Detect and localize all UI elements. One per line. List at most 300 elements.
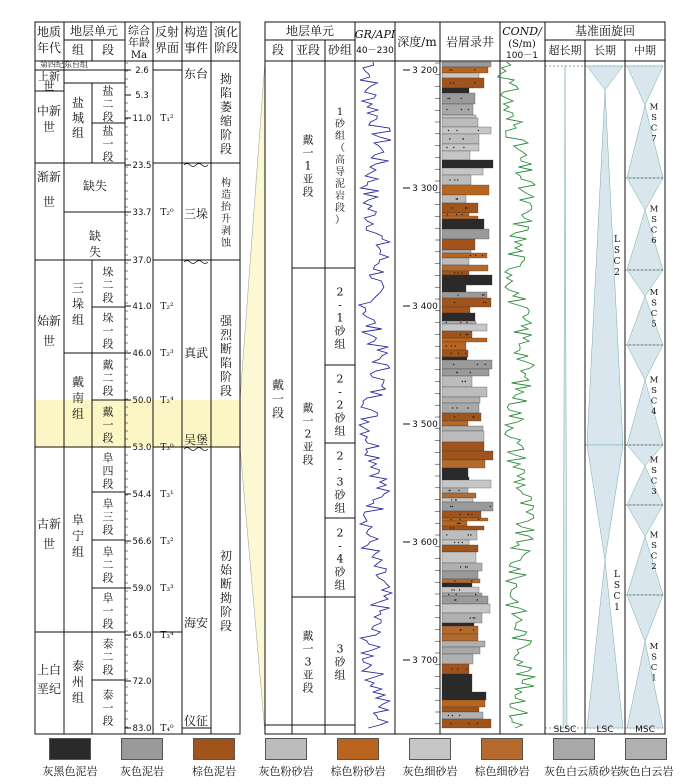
msc-label-4 <box>650 456 659 498</box>
member-4 <box>103 358 114 398</box>
legend-item <box>400 738 460 779</box>
svg-text:1: 1 <box>614 603 620 613</box>
legend-swatch <box>625 738 667 760</box>
svg-text:段: 段 <box>102 523 114 537</box>
svg-text:3: 3 <box>304 655 312 669</box>
svg-text:高: 高 <box>335 155 345 166</box>
svg-text:M: M <box>649 455 659 466</box>
msc-label-5 <box>650 531 659 573</box>
msc-label-2 <box>650 288 659 330</box>
svg-text:2: 2 <box>336 449 344 463</box>
header-event: 构造 <box>183 25 209 39</box>
depth-tick-label: 3 600 <box>412 538 438 548</box>
lithology-log <box>442 62 493 728</box>
svg-text:（: （ <box>335 143 345 154</box>
member-2 <box>103 265 114 305</box>
legend-swatch <box>193 738 235 760</box>
svg-text:组: 组 <box>334 501 346 515</box>
svg-text:泰: 泰 <box>102 688 114 702</box>
submember-dai1-3 <box>303 629 314 695</box>
rheader-litho: 岩屑录井 <box>445 35 495 49</box>
svg-text:州: 州 <box>71 675 85 689</box>
svg-text:S: S <box>613 246 621 256</box>
svg-text:S: S <box>651 298 657 309</box>
member-1 <box>103 124 114 164</box>
depth-tick-label: 3 700 <box>412 656 438 666</box>
correlation-connector <box>240 61 265 733</box>
svg-text:C: C <box>650 551 658 562</box>
age-tick-label: 54.4 <box>132 490 152 500</box>
svg-text:砂: 砂 <box>334 488 346 502</box>
svg-text:剥: 剥 <box>221 226 231 237</box>
svg-text:亚: 亚 <box>302 440 314 454</box>
svg-text:世: 世 <box>42 537 56 551</box>
dai1-highlight-left <box>35 400 240 447</box>
depth-tick-label: 3 400 <box>412 302 438 312</box>
svg-text:段: 段 <box>302 185 314 199</box>
svg-text:砂: 砂 <box>334 655 346 669</box>
svg-text:组: 组 <box>335 131 345 142</box>
svg-text:一: 一 <box>102 418 114 432</box>
svg-text:S: S <box>651 113 657 123</box>
header-age: 综合 <box>128 24 150 37</box>
group-missing-1: 缺失 <box>82 179 108 193</box>
svg-text:界面: 界面 <box>154 41 180 55</box>
svg-text:1: 1 <box>651 673 657 684</box>
submember-dai1-1 <box>303 133 314 199</box>
svg-text:-: - <box>338 462 342 476</box>
svg-text:世: 世 <box>42 195 56 209</box>
event-sanduo: 三垛 <box>183 207 209 221</box>
legend-label: 棕色粉砂岩 <box>330 765 386 778</box>
svg-text:城: 城 <box>71 111 85 125</box>
svg-text:阶: 阶 <box>219 128 233 142</box>
legend-label: 灰黑色泥岩 <box>42 765 98 778</box>
reflector-label: T₃⁰ <box>160 443 174 453</box>
group-yancheng: 盐 <box>71 96 85 110</box>
svg-text:阶: 阶 <box>219 370 233 384</box>
left-table-headers <box>37 23 238 61</box>
legend-item <box>616 738 676 779</box>
svg-text:3: 3 <box>651 487 657 497</box>
sandgroup-3 <box>335 450 347 515</box>
svg-text:失: 失 <box>88 245 102 259</box>
svg-text:戴: 戴 <box>302 629 314 643</box>
svg-text:组: 组 <box>71 691 85 705</box>
svg-text:抬: 抬 <box>221 202 231 213</box>
stage-1 <box>221 176 232 249</box>
event-dongtai: 东台 <box>183 67 209 81</box>
svg-text:砂: 砂 <box>334 565 346 579</box>
svg-text:4: 4 <box>336 552 344 566</box>
svg-text:段: 段 <box>102 337 114 351</box>
svg-text:导: 导 <box>335 167 345 178</box>
svg-text:断: 断 <box>219 577 233 591</box>
svg-text:泰: 泰 <box>102 637 114 651</box>
legend-swatch <box>337 738 379 760</box>
svg-text:烈: 烈 <box>219 328 233 342</box>
svg-text:阶段: 阶段 <box>213 41 239 55</box>
depth-tick-label: 3 300 <box>412 184 438 194</box>
svg-text:一: 一 <box>102 604 114 618</box>
svg-text:段: 段 <box>219 384 233 398</box>
svg-text:2: 2 <box>614 268 620 278</box>
svg-text:年代: 年代 <box>36 41 62 55</box>
svg-text:-: - <box>338 539 342 553</box>
svg-text:亚: 亚 <box>302 668 314 682</box>
footer-lsc: LSC <box>596 725 614 735</box>
rheader-cond-unit: (S/m) <box>508 39 536 50</box>
svg-text:南: 南 <box>71 391 85 405</box>
svg-text:陷: 陷 <box>219 356 233 370</box>
cond-log-curve <box>498 62 536 728</box>
rheader-submember: 亚段 <box>295 43 321 57</box>
svg-text:阜: 阜 <box>102 545 114 559</box>
member-0 <box>103 84 114 124</box>
lsc-label-0 <box>614 235 621 278</box>
svg-text:组: 组 <box>334 578 346 592</box>
svg-text:世: 世 <box>42 334 56 348</box>
stage-2 <box>220 314 233 398</box>
header-stage: 演化 <box>213 25 239 39</box>
svg-text:段: 段 <box>271 406 285 420</box>
svg-text:M: M <box>649 375 659 386</box>
svg-text:戴: 戴 <box>102 405 114 419</box>
svg-text:段: 段 <box>102 571 114 585</box>
legend-item <box>112 738 172 779</box>
group-funing: 阜 <box>71 513 85 527</box>
stage-column <box>220 71 233 633</box>
svg-text:一: 一 <box>302 146 314 160</box>
group-sanduo: 三 <box>71 281 85 295</box>
age-tick-label: 41.0 <box>132 302 152 312</box>
svg-text:C: C <box>613 592 621 602</box>
rheader-sandgroup: 砂组 <box>327 43 353 57</box>
svg-text:蚀: 蚀 <box>221 238 231 249</box>
svg-text:缩: 缩 <box>219 114 233 128</box>
legend-swatch <box>265 738 307 760</box>
epoch-late-cretaceous: 上白 <box>36 663 62 677</box>
svg-text:始: 始 <box>219 563 233 577</box>
member-dai1 <box>272 377 284 420</box>
svg-text:世: 世 <box>43 80 55 93</box>
age-tick-label: 37.0 <box>132 256 152 266</box>
svg-text:C: C <box>650 476 658 487</box>
svg-text:S: S <box>651 652 657 663</box>
svg-text:段: 段 <box>102 714 114 728</box>
msc-label-0 <box>650 103 659 145</box>
svg-text:二: 二 <box>102 278 114 292</box>
svg-text:3: 3 <box>336 475 344 489</box>
svg-text:S: S <box>651 215 657 225</box>
svg-text:一: 一 <box>302 642 314 656</box>
svg-text:一: 一 <box>102 137 114 151</box>
rheader-cond-range: 100－1 <box>506 51 538 61</box>
svg-text:年龄: 年龄 <box>128 36 150 49</box>
svg-text:盐: 盐 <box>102 124 114 138</box>
slsc-triangle <box>563 66 567 728</box>
svg-text:一: 一 <box>102 324 114 338</box>
header-age-unit: Ma <box>130 50 148 61</box>
svg-text:5: 5 <box>651 319 657 330</box>
svg-text:阶: 阶 <box>219 605 233 619</box>
svg-text:垛: 垛 <box>102 311 114 325</box>
event-yizheng: 仪征 <box>183 714 209 728</box>
svg-text:组: 组 <box>334 337 346 351</box>
sandgroup-2 <box>335 373 347 438</box>
header-reflector: 反射 <box>154 25 180 39</box>
rheader-unit: 地层单元 <box>285 24 335 38</box>
svg-text:C: C <box>650 396 658 407</box>
epoch-pliocene: 上新 <box>38 70 60 83</box>
svg-text:陷: 陷 <box>219 86 233 100</box>
right-table-headers <box>272 23 656 61</box>
footer-slsc: SLSC <box>553 725 577 735</box>
svg-text:组: 组 <box>334 668 346 682</box>
event-zhenwu: 真武 <box>183 346 209 360</box>
svg-text:1: 1 <box>336 107 344 118</box>
epoch-miocene: 中新 <box>36 104 62 118</box>
rheader-cond: COND/ <box>502 25 542 38</box>
age-tick-label: 83.0 <box>132 724 152 734</box>
svg-text:戴: 戴 <box>302 133 314 147</box>
svg-text:升: 升 <box>221 214 231 225</box>
svg-text:2: 2 <box>651 562 657 572</box>
epoch-paleocene: 古新 <box>36 517 62 531</box>
legend-item <box>40 738 100 779</box>
svg-text:二: 二 <box>102 650 114 664</box>
svg-text:二: 二 <box>102 558 114 572</box>
svg-text:一: 一 <box>102 701 114 715</box>
reflector-label: T₁² <box>160 114 174 124</box>
sandgroup-5 <box>335 643 347 682</box>
legend-label: 灰色细砂岩 <box>402 765 458 778</box>
rheader-gr-range: 40－230 <box>356 46 394 56</box>
svg-text:垛: 垛 <box>71 297 85 311</box>
svg-text:1: 1 <box>304 159 312 173</box>
svg-text:S: S <box>651 386 657 396</box>
svg-text:一: 一 <box>271 392 285 406</box>
svg-text:初: 初 <box>219 549 233 563</box>
svg-text:三: 三 <box>102 510 114 524</box>
member-6 <box>103 452 114 491</box>
age-tick-label: 59.0 <box>132 584 152 594</box>
right-unit-columns <box>272 107 347 695</box>
age-tick-label: 53.0 <box>132 443 152 453</box>
epoch-quaternary: 第四纪东台组 <box>40 60 88 69</box>
legend-item <box>184 738 244 779</box>
legend-label: 灰色粉砂岩 <box>258 765 314 778</box>
svg-text:组: 组 <box>71 126 85 140</box>
age-tick-label: 2.6 <box>135 66 149 76</box>
svg-text:）: ） <box>335 215 345 226</box>
age-axis <box>125 63 151 734</box>
svg-text:盐: 盐 <box>102 84 114 98</box>
svg-text:M: M <box>649 288 659 298</box>
svg-text:-: - <box>338 385 342 399</box>
svg-text:砂: 砂 <box>334 324 346 338</box>
svg-text:M: M <box>649 102 659 113</box>
legend-swatch <box>121 738 163 760</box>
svg-text:泥: 泥 <box>335 179 345 190</box>
legend-item <box>544 738 621 779</box>
svg-text:3: 3 <box>336 642 344 656</box>
member-10 <box>103 638 114 677</box>
group-missing-2: 缺 <box>88 229 102 243</box>
member-9 <box>103 592 114 631</box>
svg-text:阜: 阜 <box>102 497 114 511</box>
svg-text:组: 组 <box>71 313 85 327</box>
age-tick-label: 72.0 <box>132 677 152 687</box>
svg-text:S: S <box>613 581 621 591</box>
header-unit: 地层单元 <box>69 24 119 38</box>
svg-text:M: M <box>649 642 659 652</box>
rheader-long: 长期 <box>594 44 616 57</box>
rheader-ultra-long: 超长期 <box>548 44 582 57</box>
rheader-member: 段 <box>271 43 285 57</box>
sandgroup-4 <box>335 527 347 592</box>
legend-swatch <box>553 738 595 760</box>
svg-text:段: 段 <box>302 681 314 695</box>
lsc-label-1 <box>614 570 621 613</box>
reflector-label: T₃² <box>160 537 174 547</box>
reflector-label: T₃¹ <box>160 490 174 500</box>
svg-text:拗: 拗 <box>219 72 233 86</box>
svg-text:-: - <box>338 298 342 312</box>
rheader-medium: 中期 <box>634 44 656 57</box>
svg-text:段: 段 <box>102 384 114 398</box>
legend-label: 灰色白云质砂岩 <box>544 765 621 778</box>
legend-swatch <box>481 738 523 760</box>
svg-text:段: 段 <box>219 142 233 156</box>
epoch-oligocene: 渐新 <box>36 170 62 184</box>
group-dainan: 戴 <box>71 375 85 389</box>
svg-text:段: 段 <box>102 291 114 305</box>
svg-text:垛: 垛 <box>102 265 114 279</box>
member-5 <box>103 405 114 445</box>
epoch-eocene: 始新 <box>36 314 62 328</box>
svg-text:C: C <box>650 123 658 134</box>
svg-text:阜: 阜 <box>102 451 114 465</box>
base-level-cycles <box>545 66 665 728</box>
header-member: 段 <box>101 43 115 57</box>
legend-label: 灰色白云岩 <box>618 765 674 778</box>
legend-label: 棕色泥岩 <box>192 765 236 778</box>
svg-text:2: 2 <box>304 427 312 441</box>
cycle-footer <box>554 725 655 735</box>
reflector-label: T₄⁰ <box>160 724 174 734</box>
member-7 <box>103 498 114 537</box>
svg-text:二: 二 <box>102 371 114 385</box>
svg-text:C: C <box>650 663 658 673</box>
svg-text:阜: 阜 <box>102 591 114 605</box>
depth-axis <box>403 63 440 724</box>
msc-label-6 <box>650 642 659 684</box>
svg-text:四: 四 <box>102 464 114 478</box>
svg-text:戴: 戴 <box>102 358 114 372</box>
sandgroup-1 <box>335 286 347 351</box>
svg-text:岩: 岩 <box>335 191 345 202</box>
svg-text:组: 组 <box>334 424 346 438</box>
rheader-depth: 深度/m <box>397 35 437 49</box>
legend-label: 灰色泥岩 <box>120 765 164 778</box>
stage-3 <box>220 549 233 633</box>
svg-text:强: 强 <box>219 314 233 328</box>
age-tick-label: 5.3 <box>135 91 149 101</box>
svg-text:亚: 亚 <box>302 172 314 186</box>
svg-text:段: 段 <box>102 663 114 677</box>
svg-text:一: 一 <box>302 414 314 428</box>
svg-text:6: 6 <box>651 236 657 246</box>
svg-text:戴: 戴 <box>271 378 285 392</box>
legend-item <box>328 738 388 779</box>
member-11 <box>103 689 114 728</box>
legend-swatch <box>409 738 451 760</box>
svg-text:段: 段 <box>102 477 114 491</box>
age-tick-label: 56.6 <box>132 537 152 547</box>
svg-text:段: 段 <box>219 619 233 633</box>
reflector-label: T₃⁴ <box>160 631 174 641</box>
reflector-label: T₂³ <box>160 349 174 359</box>
svg-text:C: C <box>650 309 658 319</box>
svg-text:造: 造 <box>221 190 231 201</box>
lithology-legend <box>40 738 690 784</box>
legend-label: 棕色细砂岩 <box>474 765 530 778</box>
svg-text:拗: 拗 <box>219 591 233 605</box>
svg-text:M: M <box>649 530 659 541</box>
svg-text:7: 7 <box>651 134 657 144</box>
svg-text:2: 2 <box>336 526 344 540</box>
svg-text:砂: 砂 <box>334 411 346 425</box>
svg-text:宁: 宁 <box>71 529 85 543</box>
svg-text:段: 段 <box>102 431 114 445</box>
svg-text:C: C <box>613 257 621 267</box>
svg-text:2: 2 <box>336 285 344 299</box>
stage-0 <box>220 71 232 156</box>
svg-text:垩纪: 垩纪 <box>36 682 62 696</box>
header-group: 组 <box>71 43 85 57</box>
svg-text:S: S <box>651 466 657 476</box>
age-tick-label: 11.0 <box>132 114 152 124</box>
svg-text:段: 段 <box>302 453 314 467</box>
svg-text:2: 2 <box>336 372 344 386</box>
legend-swatch <box>49 738 91 760</box>
rheader-gr: GR/API <box>354 28 396 41</box>
legend-item <box>472 738 532 779</box>
gr-log-curve <box>359 62 392 728</box>
header-era: 地质 <box>36 25 62 39</box>
svg-text:4: 4 <box>651 407 657 417</box>
svg-text:构: 构 <box>221 178 231 189</box>
depth-tick-label: 3 200 <box>412 66 438 76</box>
svg-text:S: S <box>651 541 657 551</box>
svg-text:断: 断 <box>219 342 233 356</box>
rheader-cycle: 基准面旋回 <box>574 24 636 38</box>
svg-text:世: 世 <box>42 120 56 134</box>
reflector-label: T₂⁰ <box>160 208 174 218</box>
age-tick-label: 46.0 <box>132 349 152 359</box>
svg-text:事件: 事件 <box>183 41 209 55</box>
sandgroup-0 <box>335 107 346 226</box>
member-8 <box>103 546 114 585</box>
svg-text:萎: 萎 <box>219 100 233 114</box>
svg-text:2: 2 <box>336 398 344 412</box>
age-tick-label: 23.5 <box>132 161 152 171</box>
age-tick-label: 50.0 <box>132 396 152 406</box>
footer-msc: MSC <box>635 725 655 735</box>
submember-dai1-2 <box>303 401 314 467</box>
svg-text:组: 组 <box>71 545 85 559</box>
